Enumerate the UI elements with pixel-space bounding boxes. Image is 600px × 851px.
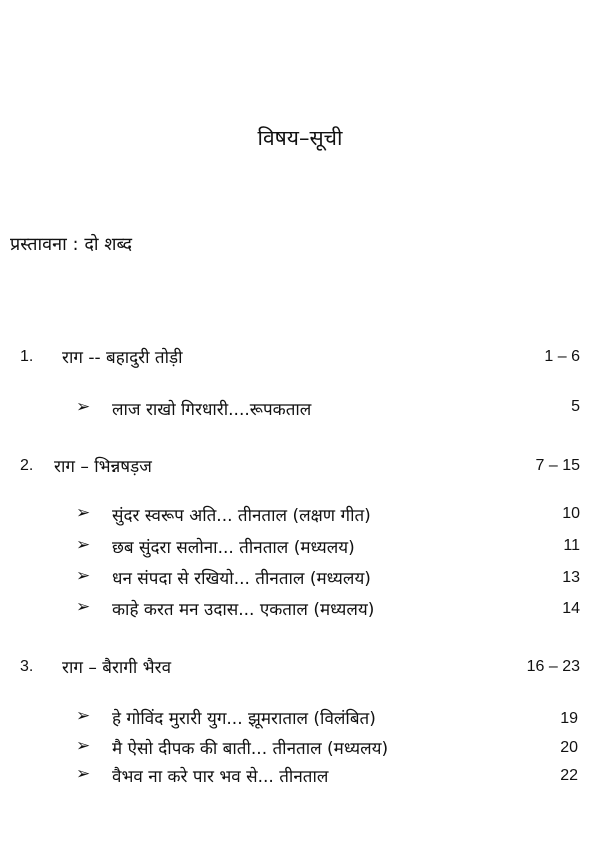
section-number: 1. <box>20 348 34 365</box>
arrow-bullet-icon: ➢ <box>76 535 91 555</box>
toc-item-page: 22 <box>560 767 578 784</box>
toc-item-title: काहे करत मन उदास... एकताल (मध्यलय) <box>112 600 375 620</box>
page-title: विषय–सूची <box>257 126 343 150</box>
toc-item-title: लाज राखो गिरधारी....रूपकताल <box>112 400 312 420</box>
arrow-bullet-icon: ➢ <box>76 597 91 617</box>
section-number: 2. <box>20 457 34 474</box>
section-title: राग -- बहादुरी तोड़ी <box>62 348 183 368</box>
arrow-bullet-icon: ➢ <box>76 397 91 417</box>
toc-item-page: 5 <box>571 398 580 415</box>
toc-item-title: सुंदर स्वरूप अति... तीनताल (लक्षण गीत) <box>112 506 371 526</box>
arrow-bullet-icon: ➢ <box>76 566 91 586</box>
section-page-range: 16 – 23 <box>526 658 580 675</box>
arrow-bullet-icon: ➢ <box>76 736 91 756</box>
section-title: राग – भिन्नषड़ज <box>54 457 152 477</box>
arrow-bullet-icon: ➢ <box>76 764 91 784</box>
section-page-range: 7 – 15 <box>535 457 580 474</box>
toc-item-title: वैभव ना करे पार भव से... तीनताल <box>112 767 329 787</box>
section-number: 3. <box>20 658 34 675</box>
arrow-bullet-icon: ➢ <box>76 706 91 726</box>
toc-item-page: 13 <box>562 569 580 586</box>
section-page-range: 1 – 6 <box>544 348 580 365</box>
toc-item-page: 14 <box>562 600 580 617</box>
toc-item-page: 19 <box>560 710 578 727</box>
toc-item-title: छब सुंदरा सलोना... तीनताल (मध्यलय) <box>112 538 355 558</box>
toc-item-title: धन संपदा से रखियो... तीनताल (मध्यलय) <box>112 569 371 589</box>
toc-item-page: 20 <box>560 739 578 756</box>
toc-item-page: 10 <box>562 505 580 522</box>
toc-item-title: मै ऐसो दीपक की बाती... तीनताल (मध्यलय) <box>112 739 389 759</box>
toc-item-title: हे गोविंद मुरारी युग... झूमराताल (विलंबित) <box>112 709 376 729</box>
arrow-bullet-icon: ➢ <box>76 503 91 523</box>
preface-heading: प्रस्तावना : दो शब्द <box>10 234 133 255</box>
section-title: राग – बैरागी भैरव <box>62 658 172 678</box>
toc-item-page: 11 <box>563 537 580 554</box>
